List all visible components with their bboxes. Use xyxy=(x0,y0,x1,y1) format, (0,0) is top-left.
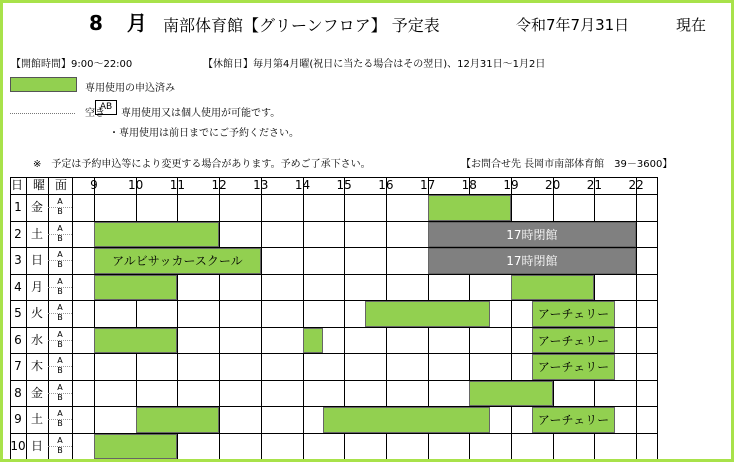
row-weekday: 月 xyxy=(30,279,43,294)
booking-label: 17時閉館 xyxy=(506,254,558,269)
grid-line xyxy=(219,177,220,459)
face-b: B xyxy=(57,233,63,243)
as-of-date: 令和7年7月31日 xyxy=(516,16,630,34)
row-day: 3 xyxy=(14,253,22,267)
row-weekday: 木 xyxy=(30,359,43,373)
face-b: B xyxy=(57,392,63,402)
header-day: 日 xyxy=(10,178,23,192)
booking-block xyxy=(532,407,615,433)
face-b: B xyxy=(57,286,63,296)
row-day: 5 xyxy=(14,306,22,320)
facility-title: 南部体育館【グリーンフロア】 予定表 xyxy=(163,16,440,35)
row-weekday: 日 xyxy=(30,253,43,267)
legend-empty-swatch xyxy=(10,102,75,114)
face-a: A xyxy=(57,223,63,233)
booking-block xyxy=(323,407,490,433)
hour-label: 17 xyxy=(419,178,436,192)
opening-hours: 【開館時間】9:00～22:00 xyxy=(11,59,133,70)
face-a: A xyxy=(57,435,63,445)
row-weekday: 金 xyxy=(30,385,43,400)
hour-label: 10 xyxy=(128,178,144,192)
booking-block xyxy=(94,434,177,460)
face-b: B xyxy=(57,260,63,269)
booking-block xyxy=(532,354,615,380)
hour-label: 16 xyxy=(378,178,394,192)
row-day: 1 xyxy=(14,200,22,214)
booking-block xyxy=(94,248,261,274)
hour-label: 19 xyxy=(503,178,519,192)
face-b: B xyxy=(57,207,63,216)
face-a: A xyxy=(57,329,63,339)
face-b: B xyxy=(57,313,63,322)
booking-block xyxy=(511,275,594,301)
face-a: A xyxy=(57,303,63,312)
row-day: 6 xyxy=(14,332,22,347)
hour-label: 22 xyxy=(628,178,644,192)
grid-line xyxy=(10,459,657,460)
booking-label: アーチェリー xyxy=(537,360,610,375)
grid-line xyxy=(303,177,304,459)
closed-days: 【休館日】毎月第4月曜(祝日に当たる場合はその翌日)、12月31日～1月2日 xyxy=(203,59,546,70)
grid-line xyxy=(261,177,262,459)
booking-block xyxy=(469,381,552,407)
grid-line xyxy=(48,177,49,459)
legend-reserved-swatch xyxy=(10,77,77,92)
closed-block xyxy=(428,222,637,248)
face-a: A xyxy=(57,356,63,365)
face-a: A xyxy=(57,409,63,418)
row-day: 4 xyxy=(14,279,22,294)
booking-label: アーチェリー xyxy=(537,333,610,348)
grid-line xyxy=(94,177,95,459)
booking-block xyxy=(94,328,177,354)
hour-label: 15 xyxy=(336,178,352,192)
row-weekday: 水 xyxy=(30,332,43,347)
booking-label: アーチェリー xyxy=(537,307,610,322)
row-weekday: 土 xyxy=(30,226,43,241)
booking-block xyxy=(94,222,219,248)
grid-line xyxy=(10,194,657,195)
face-b: B xyxy=(57,366,63,375)
booking-block xyxy=(428,195,511,221)
legend-reserved-label: 専用使用の申込済み xyxy=(85,83,175,94)
hour-label: 21 xyxy=(586,178,603,192)
face-b: B xyxy=(57,419,63,428)
booking-block xyxy=(303,328,324,354)
hour-label: 11 xyxy=(169,178,186,192)
schedule-grid xyxy=(10,177,664,459)
booking-block xyxy=(136,407,219,433)
grid-line xyxy=(511,177,512,459)
face-b: B xyxy=(57,445,63,455)
hour-label: 18 xyxy=(461,178,477,192)
hour-label: 13 xyxy=(253,178,269,192)
booking-block xyxy=(532,301,615,327)
row-day: 10 xyxy=(10,438,26,453)
legend-empty-label: 空き xyxy=(85,108,105,119)
face-a: A xyxy=(57,197,63,206)
face-a: A xyxy=(57,276,63,286)
month-title: 8 月 xyxy=(89,11,149,35)
row-weekday: 金 xyxy=(30,200,43,214)
grid-line xyxy=(72,177,73,459)
hour-label: 12 xyxy=(211,178,227,192)
row-day: 9 xyxy=(14,412,22,426)
legend-ab-box: AB xyxy=(95,100,117,115)
hour-label: 14 xyxy=(294,178,311,192)
as-of-label: 現在 xyxy=(676,16,707,34)
header-face: 面 xyxy=(54,178,67,192)
booking-label: アルビサッカースクール xyxy=(112,254,243,269)
row-day: 8 xyxy=(14,385,22,400)
hour-label: 20 xyxy=(545,178,561,192)
legend-note: ・専用使用は前日までにご予約ください。 xyxy=(109,128,299,139)
row-day: 2 xyxy=(14,226,22,241)
row-weekday: 日 xyxy=(30,438,43,453)
row-weekday: 火 xyxy=(30,306,43,320)
face-a: A xyxy=(57,250,63,259)
closed-block xyxy=(428,248,637,274)
booking-block xyxy=(365,301,490,327)
legend-ab-text: 専用使用又は個人使用が可能です。 xyxy=(121,108,281,119)
grid-line xyxy=(636,177,637,459)
hour-label: 9 xyxy=(90,178,98,192)
face-b: B xyxy=(57,339,63,349)
booking-block xyxy=(532,328,615,354)
booking-block xyxy=(94,275,177,301)
grid-line xyxy=(10,177,657,178)
change-note: ※ 予定は予約申込等により変更する場合があります。予めご了承下さい。 xyxy=(33,159,371,170)
contact-info: 【お問合せ先 長岡市南部体育館 39－3600】 xyxy=(461,159,673,170)
row-day: 7 xyxy=(14,359,22,373)
row-weekday: 土 xyxy=(30,412,43,426)
face-a: A xyxy=(57,382,63,392)
booking-label: アーチェリー xyxy=(537,413,610,428)
grid-line xyxy=(10,380,657,381)
booking-label: 17時閉館 xyxy=(506,227,558,242)
grid-line xyxy=(657,177,658,459)
header-weekday: 曜 xyxy=(32,178,45,192)
